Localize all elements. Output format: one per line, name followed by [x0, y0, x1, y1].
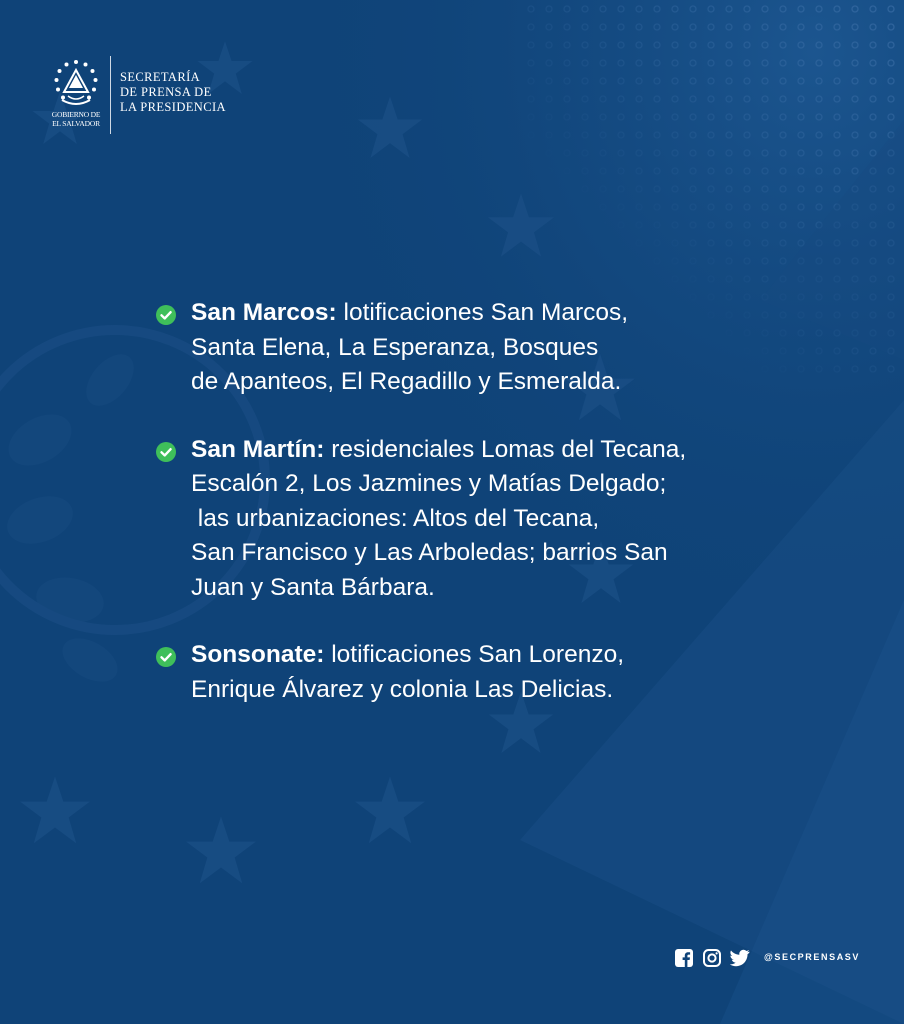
list-item-line: Santa Elena, La Esperanza, Bosques	[191, 333, 599, 361]
list-item-line-text: lotificaciones San Marcos,	[336, 299, 629, 326]
list-item-text	[191, 296, 816, 400]
organization-name-line: DE PRENSA DE	[120, 85, 212, 99]
list-item-line: las urbanizaciones: Altos del Tecana,	[191, 504, 600, 532]
organization-name	[120, 70, 250, 115]
seal-caption-line: EL SALVADOR	[52, 119, 100, 128]
list-item-text	[191, 433, 816, 606]
organization-name-line: SECRETARÍA	[120, 70, 201, 84]
list-item-line	[191, 296, 816, 331]
facebook-icon[interactable]	[675, 949, 693, 967]
list-item-line: de Apanteos, El Regadillo y Esmeralda.	[191, 368, 622, 395]
list-item	[156, 296, 816, 400]
social-handle[interactable]: @SECPRENSASV	[764, 952, 860, 962]
list-item-line-text: lotificaciones San Lorenzo,	[324, 641, 625, 668]
list-item-line: Escalón 2, Los Jazmines y Matías Delgado;	[191, 470, 667, 497]
check-circle-icon	[156, 305, 176, 325]
list-item-line: Enrique Álvarez y colonia Las Delicias.	[191, 675, 614, 703]
government-logo	[44, 56, 244, 136]
municipality-name: San Marcos:	[191, 299, 337, 326]
list-item	[156, 433, 816, 606]
seal-caption-line: GOBIERNO DE	[51, 110, 101, 119]
instagram-icon[interactable]	[703, 949, 721, 967]
list-item-line	[191, 433, 816, 468]
list-item-line-text: residenciales Lomas del Tecana,	[324, 435, 687, 463]
twitter-icon[interactable]	[730, 949, 750, 967]
list-item-line	[191, 638, 816, 673]
logo-divider	[110, 56, 111, 134]
municipality-name: San Martín:	[191, 435, 325, 463]
social-footer	[673, 945, 873, 971]
check-circle-icon	[156, 647, 176, 667]
national-seal-icon	[46, 56, 106, 116]
list-item-line: Juan y Santa Bárbara.	[191, 573, 435, 601]
list-item-line: San Francisco y Las Arboledas; barrios San	[191, 539, 668, 566]
list-item-text	[191, 638, 816, 707]
locations-list	[156, 296, 816, 740]
municipality-name: Sonsonate:	[191, 641, 325, 668]
seal-caption	[44, 110, 108, 128]
organization-name-line: LA PRESIDENCIA	[120, 100, 226, 114]
list-item	[156, 638, 816, 707]
check-circle-icon	[156, 442, 176, 462]
